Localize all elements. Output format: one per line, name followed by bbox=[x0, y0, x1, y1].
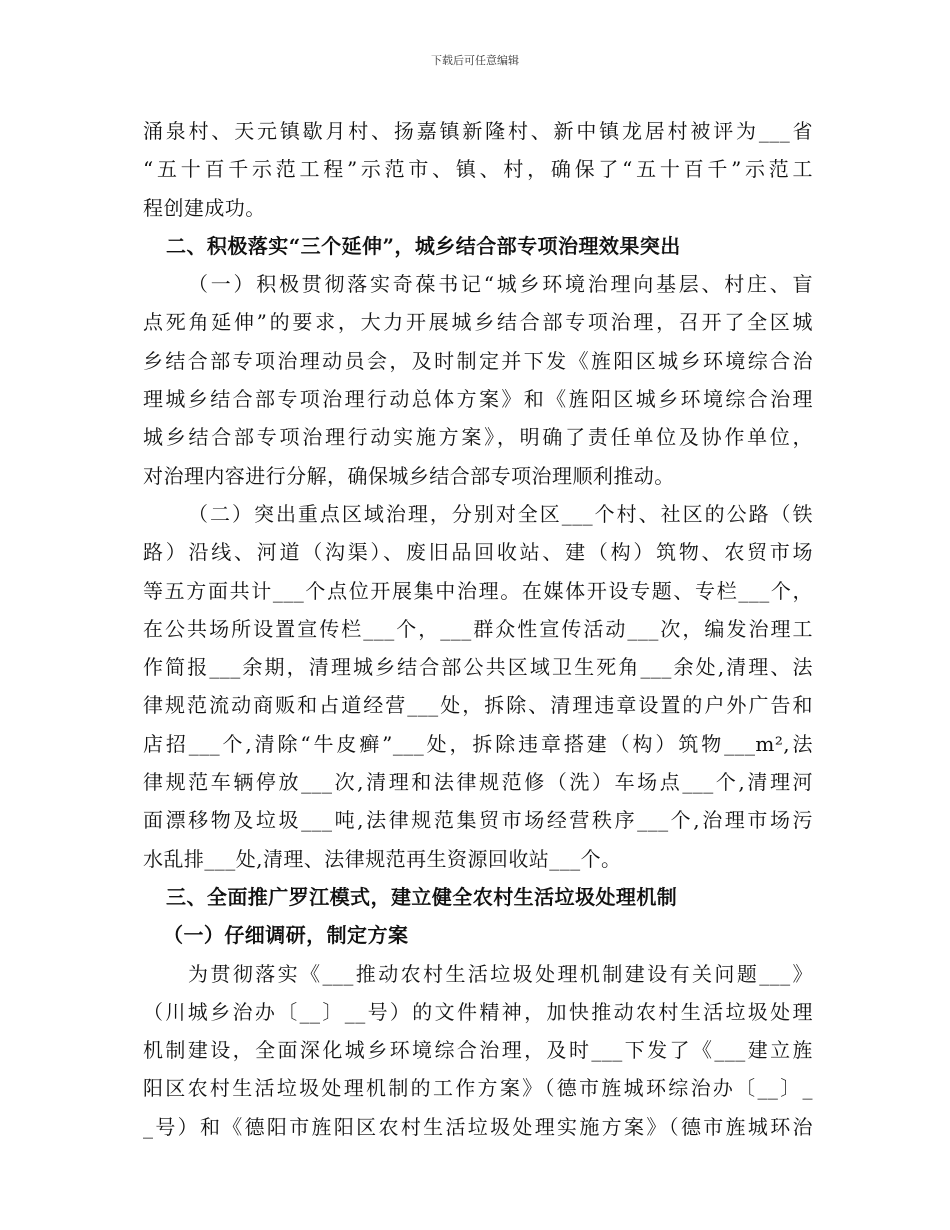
body-text-line: 面漂移物及垃圾___吨,法律规范集贸市场经营秩序___个,治理市场污 bbox=[143, 808, 813, 833]
paragraph-first-line: 为贯彻落实《___推动农村生活垃圾处理机制建设有关问题___》 bbox=[188, 961, 813, 986]
paragraph-first-line: （一）积极贯彻落实奇葆书记“城乡环境治理向基层、村庄、盲 bbox=[188, 272, 813, 297]
paragraph-first-line: （二）突出重点区域治理，分别对全区___个村、社区的公路（铁 bbox=[188, 501, 813, 526]
body-text-line: （川城乡治办〔__〕__号）的文件精神，加快推动农村生活垃圾处理 bbox=[143, 999, 813, 1024]
body-text-line: 作简报___余期，清理城乡结合部公共区域卫生死角___余处,清理、法 bbox=[143, 655, 813, 680]
body-text-line: 阳区农村生活垃圾处理机制的工作方案》（德市旌城环综治办〔__〕_ bbox=[143, 1076, 813, 1101]
body-text-line: 点死角延伸”的要求，大力开展城乡结合部专项治理，召开了全区城 bbox=[143, 310, 813, 335]
body-text-line: 律规范车辆停放___次,清理和法律规范修（洗）车场点___个,清理河 bbox=[143, 770, 813, 795]
body-text-line: 理城乡结合部专项治理行动总体方案》和《旌阳区城乡环境综合治理 bbox=[143, 387, 813, 412]
section-heading: 二、积极落实“三个延伸”，城乡结合部专项治理效果突出 bbox=[166, 233, 681, 258]
body-text-line: _号）和《德阳市旌阳区农村生活垃圾处理实施方案》（德市旌城环治 bbox=[143, 1114, 813, 1139]
body-text-line: 在公共场所设置宣传栏___个，___群众性宣传活动___次，编发治理工 bbox=[143, 616, 813, 641]
body-text-line: 律规范流动商贩和占道经营___处，拆除、清理违章设置的户外广告和 bbox=[143, 693, 813, 718]
document-body bbox=[143, 112, 813, 1146]
body-text-line: 对治理内容进行分解，确保城乡结合部专项治理顺利推动。 bbox=[143, 463, 675, 488]
body-text-line: 店招___个,清除“牛皮癣”___处，拆除违章搭建（构）筑物___m²,法 bbox=[143, 731, 813, 756]
page-header: 下载后可任意编辑 bbox=[431, 54, 519, 67]
subsection-heading: （一）仔细调研，制定方案 bbox=[163, 923, 409, 948]
body-text-line: 路）沿线、河道（沟渠）、废旧品回收站、建（构）筑物、农贸市场 bbox=[143, 540, 813, 565]
section-heading: 三、全面推广罗江模式，建立健全农村生活垃圾处理机制 bbox=[166, 884, 678, 909]
body-text-line: “五十百千示范工程”示范市、镇、村，确保了“五十百千”示范工 bbox=[143, 157, 813, 182]
body-text-line: 水乱排___处,清理、法律规范再生资源回收站___个。 bbox=[143, 846, 622, 871]
body-text-line: 等五方面共计___个点位开展集中治理。在媒体开设专题、专栏___个， bbox=[143, 578, 813, 603]
body-text-line: 城乡结合部专项治理行动实施方案》，明确了责任单位及协作单位， bbox=[143, 425, 813, 450]
body-text-line: 程创建成功。 bbox=[143, 195, 266, 220]
body-text-line: 机制建设，全面深化城乡环境综合治理，及时___下发了《___建立旌 bbox=[143, 1038, 813, 1063]
body-text-line: 涌泉村、天元镇歇月村、扬嘉镇新隆村、新中镇龙居村被评为___省 bbox=[143, 119, 813, 143]
body-text-line: 乡结合部专项治理动员会，及时制定并下发《旌阳区城乡环境综合治 bbox=[143, 348, 813, 373]
